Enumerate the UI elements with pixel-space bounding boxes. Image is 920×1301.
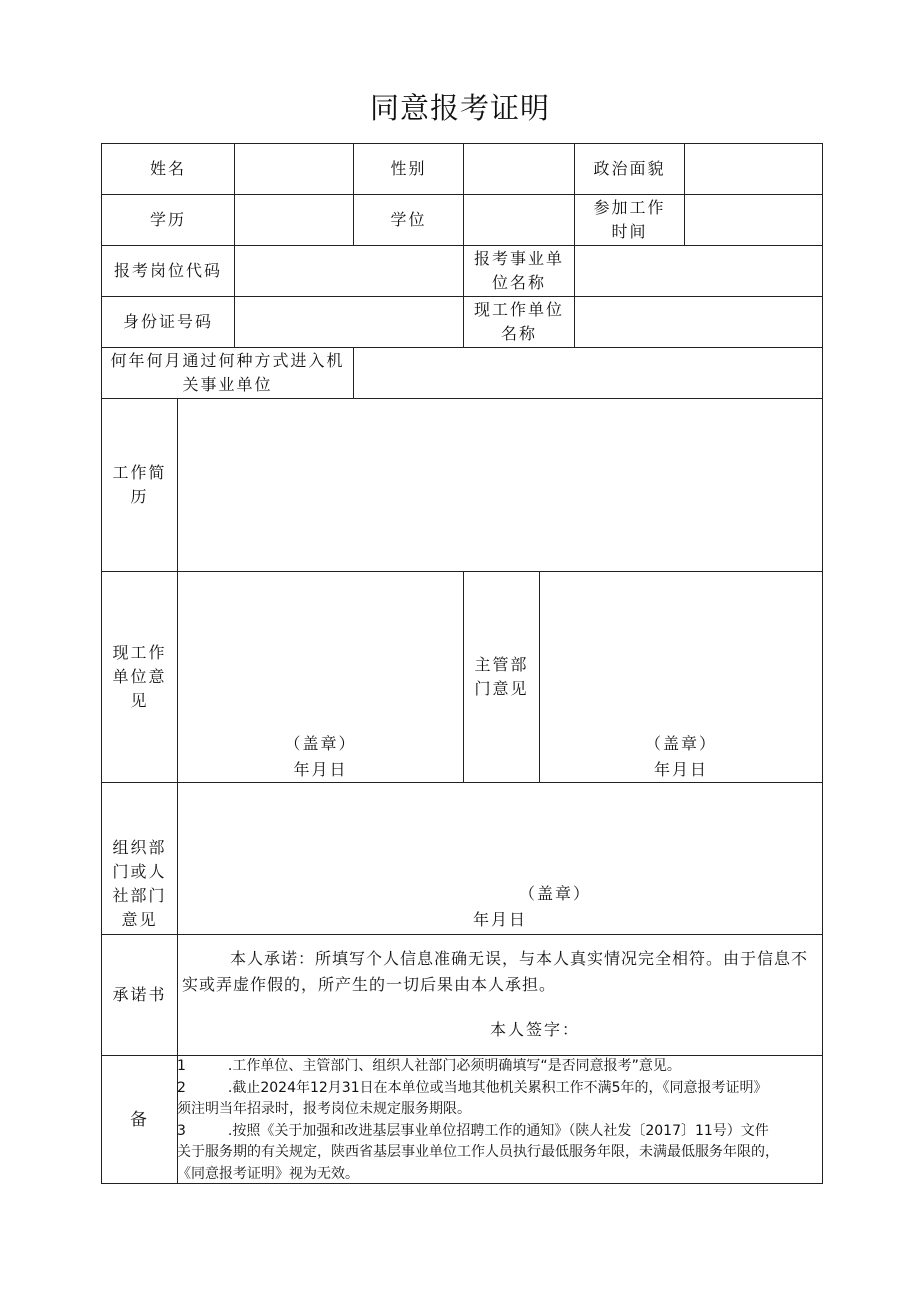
education-field[interactable] (235, 195, 353, 245)
current-unit-date: 年月日 (293, 760, 348, 779)
work-start-label: 参加工作时间 (593, 198, 666, 241)
post-code-label: 报考岗位代码 (113, 261, 222, 280)
notes-label: 备 (130, 1109, 149, 1130)
dept-opinion-label: 主管部门意见 (474, 655, 529, 698)
note-line: 1 .工作单位、主管部门、组织人社部门必须明确填写“是否同意报考”意见。 (177, 1058, 681, 1074)
note-line: 关于服务期的有关规定，陕西省基层事业单位工作人员执行最低服务年限，未满最低服务年限的， (177, 1144, 779, 1160)
dept-seal: （盖章） (644, 734, 717, 753)
org-date: 年月日 (472, 910, 527, 929)
degree-field[interactable] (464, 195, 574, 245)
note-line: 《同意报考证明》视为无效。 (177, 1165, 359, 1182)
resume-field[interactable] (178, 399, 822, 571)
document-title: 同意报考证明 (369, 91, 550, 125)
gender-field[interactable] (464, 144, 574, 194)
entry-method-label: 何年何月通过何种方式进入机关事业单位 (110, 351, 345, 394)
id-number-label: 身份证号码 (122, 312, 213, 331)
politics-label: 政治面貌 (593, 159, 666, 178)
dept-date: 年月日 (653, 760, 708, 779)
current-unit-opinion-label: 现工作单位意见 (112, 643, 167, 710)
degree-label: 学位 (390, 210, 427, 229)
resume-label: 工作简历 (112, 463, 167, 506)
gender-label: 性别 (390, 159, 427, 178)
current-unit-seal: （盖章） (284, 734, 357, 753)
education-label: 学历 (149, 210, 186, 229)
note-line: 须注明当年招录时，报考岗位未规定服务期限。 (177, 1101, 471, 1117)
org-opinion-label: 组织部门或人社部门意见 (112, 838, 167, 929)
entry-method-field[interactable] (354, 348, 822, 398)
work-start-field[interactable] (685, 195, 822, 245)
post-code-field[interactable] (235, 246, 463, 296)
name-field[interactable] (235, 144, 353, 194)
name-label: 姓名 (149, 159, 186, 178)
unit-name-label: 报考事业单位名称 (473, 249, 564, 292)
unit-name-field[interactable] (575, 246, 822, 296)
id-number-field[interactable] (235, 297, 463, 347)
pledge-text: 本人承诺：所填写个人信息准确无误，与本人真实情况完全相符。由于信息不实或弄虚作假的，所产生的一切后果由本人承担。 (182, 949, 809, 994)
notes-list (177, 1056, 822, 1185)
signature-label: 本人签字： (490, 1020, 581, 1039)
current-unit-field[interactable] (575, 297, 822, 347)
note-line: 2 .截止2024年12月31日在本单位或当地其他机关累积工作不满5年的，《同意报考证明》 (177, 1079, 768, 1096)
pledge-label: 承诺书 (112, 985, 167, 1004)
note-line: 3 .按照《关于加强和改进基层事业单位招聘工作的通知》（陕人社发〔2017〕11号）文件 (177, 1122, 769, 1139)
org-seal: （盖章） (518, 884, 591, 903)
politics-field[interactable] (685, 144, 822, 194)
current-unit-label: 现工作单位名称 (473, 300, 564, 343)
